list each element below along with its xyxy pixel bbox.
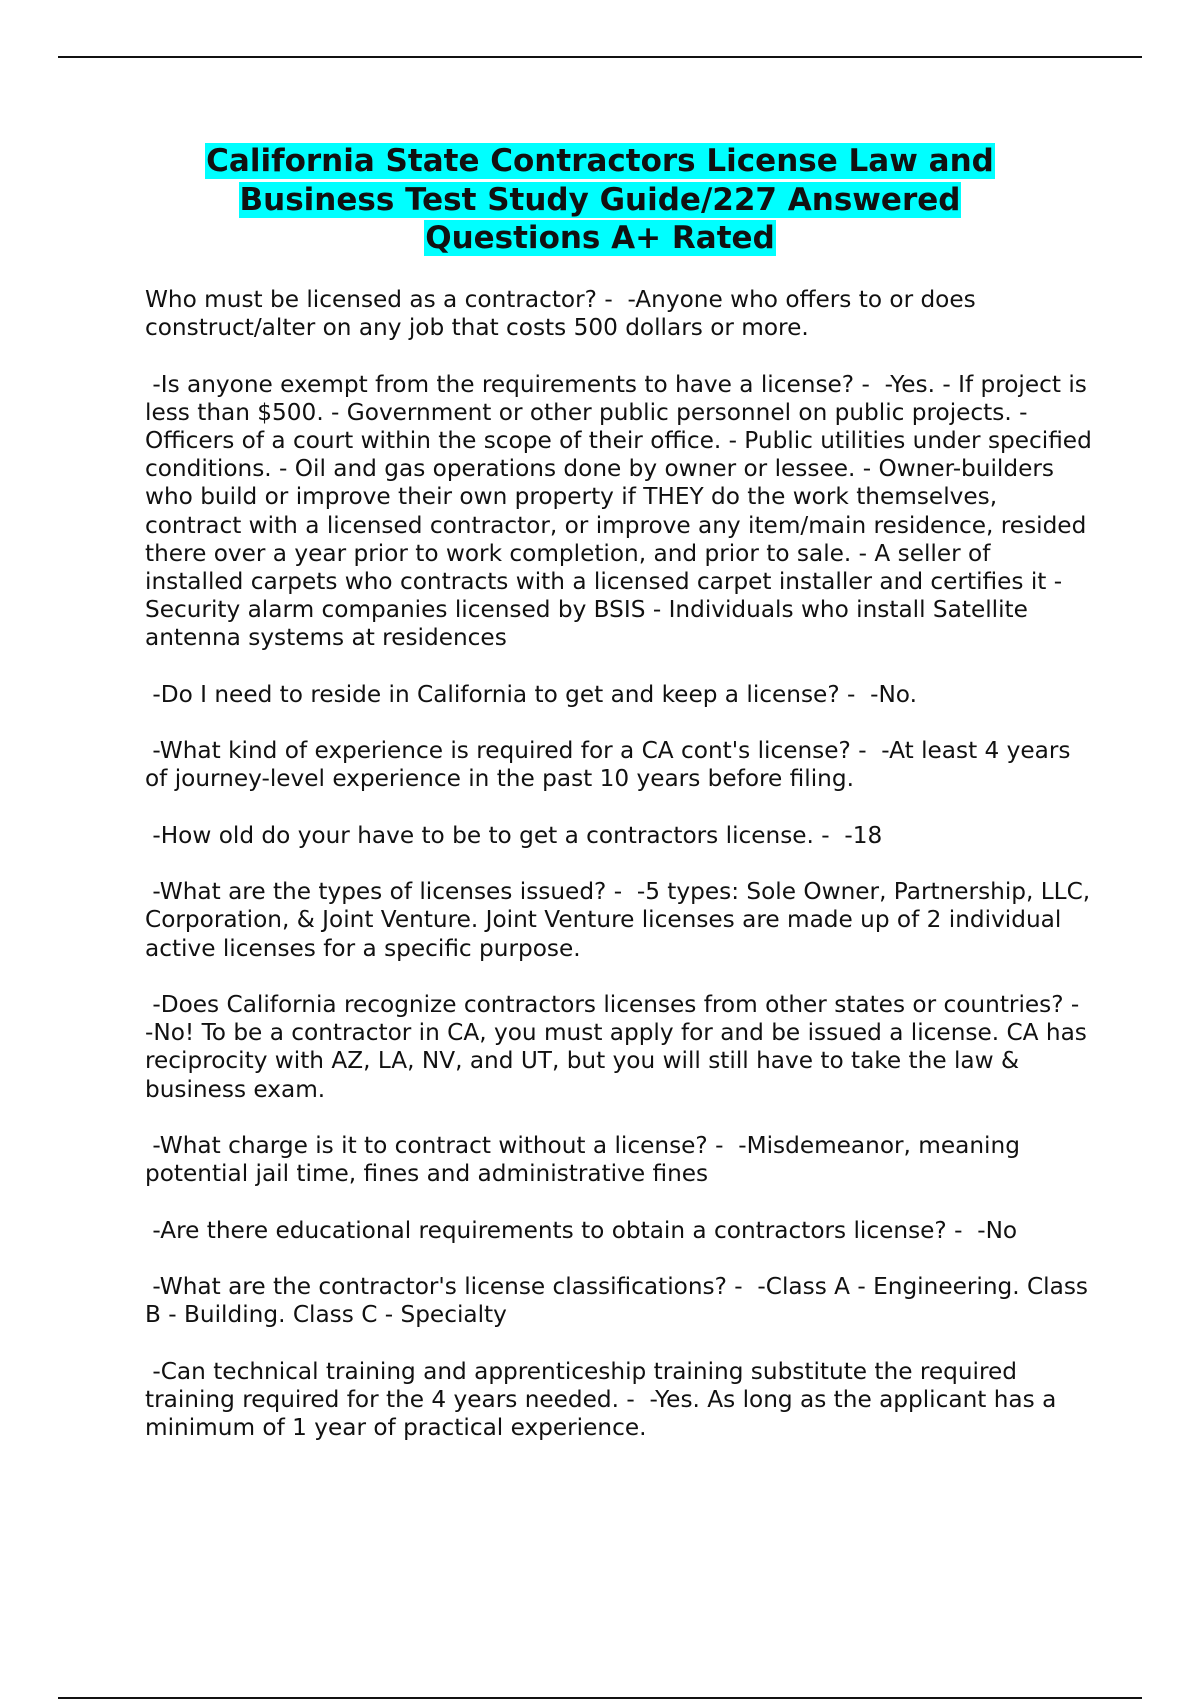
qa-entry: -Can technical training and apprenticeship training substitute the required training required for the 4 years needed. - -Yes. As long as the applicant has a minimum of 1 year of practical experience. <box>145 1357 1064 1441</box>
document-title-block <box>160 142 1040 258</box>
qa-entry: -What are the types of licenses issued? - -5 types: Sole Owner, Partnership, LLC, Corporation, & Joint Venture. Joint Venture licenses are made up of 2 individual active licenses for a specific purpose. <box>145 878 1098 962</box>
qa-entry: -Does California recognize contractors licenses from other states or countries? - -No! To be a contractor in CA, you must apply for and be issued a license. CA has reciprocity with AZ, LA, NV, and UT, but you will still have to take the law & business exam. <box>145 990 1095 1103</box>
qa-entry: -What kind of experience is required for a CA cont's license? - -At least 4 years of journey-level experience in the past 10 years before filing. <box>145 737 1078 793</box>
qa-entry: -Is anyone exempt from the requirements to have a license? - -Yes. - If project is less than $500. - Government or other public personnel on public projects. - Officers of a court within the scope of their office. - Public utilities under specified conditions. - Oil and gas operations done by owner or lessee. - Owner-builders who build or improve their own property if THEY do the work themselves, contract with a licensed contractor, or improve any item/main residence, resided there over a year prior to work completion, and prior to sale. - A seller of installed carpets who contracts with a licensed carpet installer and certifies it - Security alarm companies licensed by BSIS - Individuals who install Satellite antenna systems at residences <box>145 370 1100 652</box>
qa-list <box>145 286 1100 1470</box>
qa-entry: Who must be licensed as a contractor? - -Anyone who offers to or does construct/alter on any job that costs 500 dollars or more. <box>145 286 984 342</box>
qa-entry: -What charge is it to contract without a license? - -Misdemeanor, meaning potential jail time, fines and administrative fines <box>145 1131 1028 1188</box>
qa-entry: -How old do your have to be to get a contractors license. - -18 <box>145 821 883 849</box>
qa-entry: -Do I need to reside in California to get and keep a license? - -No. <box>145 680 917 708</box>
qa-entry: -What are the contractor's license classifications? - -Class A - Engineering. Class B - Building. Class C - Specialty <box>145 1272 1096 1329</box>
qa-entry: -Are there educational requirements to obtain a contractors license? - -No <box>145 1216 1018 1244</box>
bottom-rule <box>58 1697 1142 1699</box>
document-title: California State Contractors License Law and Business Test Study Guide/227 Answered Questions A+ Rated <box>206 143 994 256</box>
top-rule <box>58 56 1142 58</box>
